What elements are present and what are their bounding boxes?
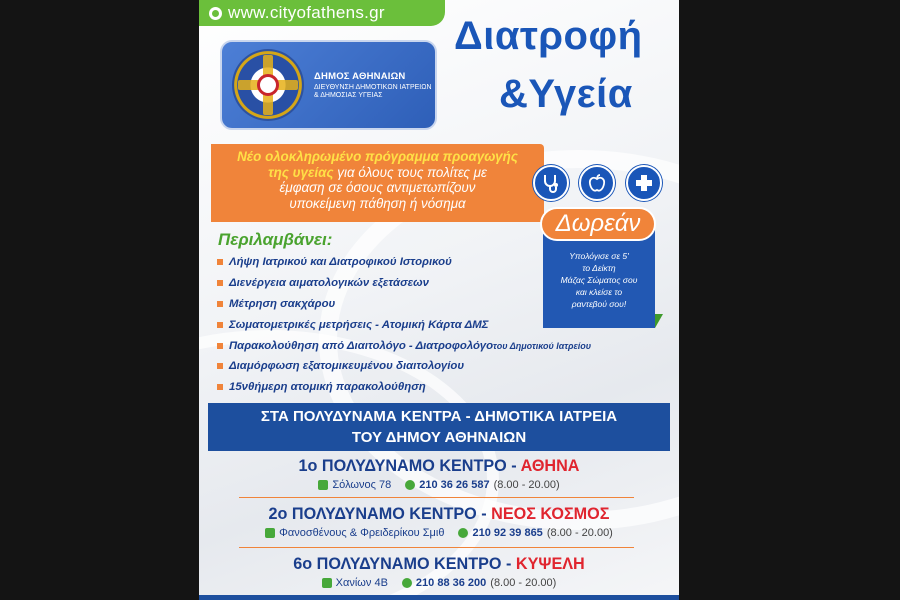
bmi-text-2: το Δείκτη bbox=[582, 263, 616, 273]
free-badge: Δωρεάν bbox=[540, 207, 656, 241]
center-hours: (8.00 - 20.00) bbox=[493, 479, 560, 491]
website-url[interactable]: www.cityofathens.gr bbox=[228, 3, 385, 22]
divider bbox=[239, 497, 634, 498]
bmi-text-4: και κλείσε το bbox=[575, 287, 623, 297]
center-phone[interactable]: 210 36 26 587 bbox=[419, 479, 490, 491]
intro-highlight-2: της υγείας bbox=[268, 164, 334, 180]
ribbon-fold bbox=[655, 314, 663, 328]
includes-list bbox=[217, 252, 591, 398]
centers-heading: ΣΤΑ ΠΟΛΥΔΥΝΑΜΑ ΚΕΝΤΡΑ - ΔΗΜΟΤΙΚΑ ΙΑΤΡΕΙΑ ΤΟΥ ΔΗΜΟΥ ΑΘΗΝΑΙΩΝ bbox=[208, 403, 670, 451]
center-title: 2ο ΠΟΛΥΔΥΝΑΜΟ ΚΕΝΤΡΟ - ΝΕΟΣ ΚΟΣΜΟΣ bbox=[268, 505, 610, 523]
apple-icon bbox=[579, 165, 615, 201]
website-bar[interactable] bbox=[199, 0, 445, 26]
intro-text-2: έμφαση σε όσους αντιμετωπίζουν bbox=[279, 180, 476, 195]
bmi-text-3: Μάζας Σώματος σου bbox=[560, 275, 638, 285]
center-address: Φανοσθένους & Φρειδερίκου Σμιθ bbox=[279, 527, 445, 539]
plus-icon bbox=[626, 165, 662, 201]
includes-heading: Περιλαμβάνει: bbox=[218, 230, 333, 249]
location-icon bbox=[265, 528, 275, 538]
center-title: 1ο ΠΟΛΥΔΥΝΑΜΟ ΚΕΝΤΡΟ - ΑΘΗΝΑ bbox=[298, 457, 580, 475]
divider bbox=[239, 547, 634, 548]
list-item: Μέτρηση σακχάρου bbox=[217, 294, 591, 315]
center-address: Χανίων 4Β bbox=[335, 577, 388, 589]
page-title-line-2: &Υγεία bbox=[499, 72, 633, 116]
list-item: 15νθήμερη ατομική παρακολούθηση bbox=[217, 377, 591, 398]
center-title: 6ο ΠΟΛΥΔΥΝΑΜΟ ΚΕΝΤΡΟ - ΚΥΨΕΛΗ bbox=[293, 555, 585, 573]
center-phone[interactable]: 210 88 36 200 bbox=[415, 577, 487, 589]
web-icon bbox=[209, 7, 222, 20]
center-phone[interactable]: 210 92 39 865 bbox=[472, 527, 543, 539]
municipality-seal bbox=[232, 49, 304, 121]
list-item: Διαμόρφωση εξατομικευμένου διαιτολογίου bbox=[217, 356, 591, 377]
location-icon bbox=[318, 480, 328, 490]
bottom-bar bbox=[199, 595, 679, 600]
bmi-text-1: Υπολόγισε σε 5' bbox=[569, 251, 629, 261]
intro-text-3: υποκείμενη πάθηση ή νόσημα bbox=[289, 195, 466, 211]
center-card bbox=[199, 505, 679, 539]
page-title-line-1: Διατροφή bbox=[454, 14, 643, 58]
phone-icon bbox=[402, 578, 412, 588]
center-hours: (8.00 - 20.00) bbox=[546, 527, 613, 539]
intro-highlight-1: Νέο ολοκληρωμένο πρόγραμμα προαγωγής bbox=[237, 149, 518, 164]
logo-card bbox=[220, 40, 437, 130]
intro-banner bbox=[211, 144, 544, 222]
poster bbox=[199, 0, 679, 600]
bmi-text-5: ραντεβού σου! bbox=[571, 299, 627, 309]
list-item: Παρακολούθηση από Διαιτολόγο - Διατροφολόγο του Δημοτικού Ιατρείου bbox=[217, 335, 591, 356]
center-address: Σόλωνος 78 bbox=[332, 479, 392, 491]
stethoscope-icon bbox=[533, 165, 569, 201]
list-item: Σωματομετρικές μετρήσεις - Ατομική Κάρτα ΔΜΣ bbox=[217, 314, 591, 335]
phone-icon bbox=[458, 528, 468, 538]
center-hours: (8.00 - 20.00) bbox=[490, 577, 557, 589]
logo-subtitle: ΔΙΕΥΘΥΝΣΗ ΔΗΜΟΤΙΚΩΝ ΙΑΤΡΕΙΩΝ & ΔΗΜΟΣΙΑΣ ΥΓΕΙΑΣ bbox=[314, 83, 432, 99]
phone-icon bbox=[405, 480, 415, 490]
center-card bbox=[199, 555, 679, 589]
list-item: Λήψη Ιατρικού και Διατροφικού Ιστορικού bbox=[217, 252, 591, 273]
list-item: Διενέργεια αιματολογικών εξετάσεων bbox=[217, 273, 591, 294]
intro-text-1: για όλους τους πολίτες με bbox=[333, 164, 487, 180]
center-card bbox=[199, 457, 679, 491]
location-icon bbox=[322, 578, 332, 588]
logo-title: ΔΗΜΟΣ ΑΘΗΝΑΙΩΝ bbox=[314, 70, 406, 82]
